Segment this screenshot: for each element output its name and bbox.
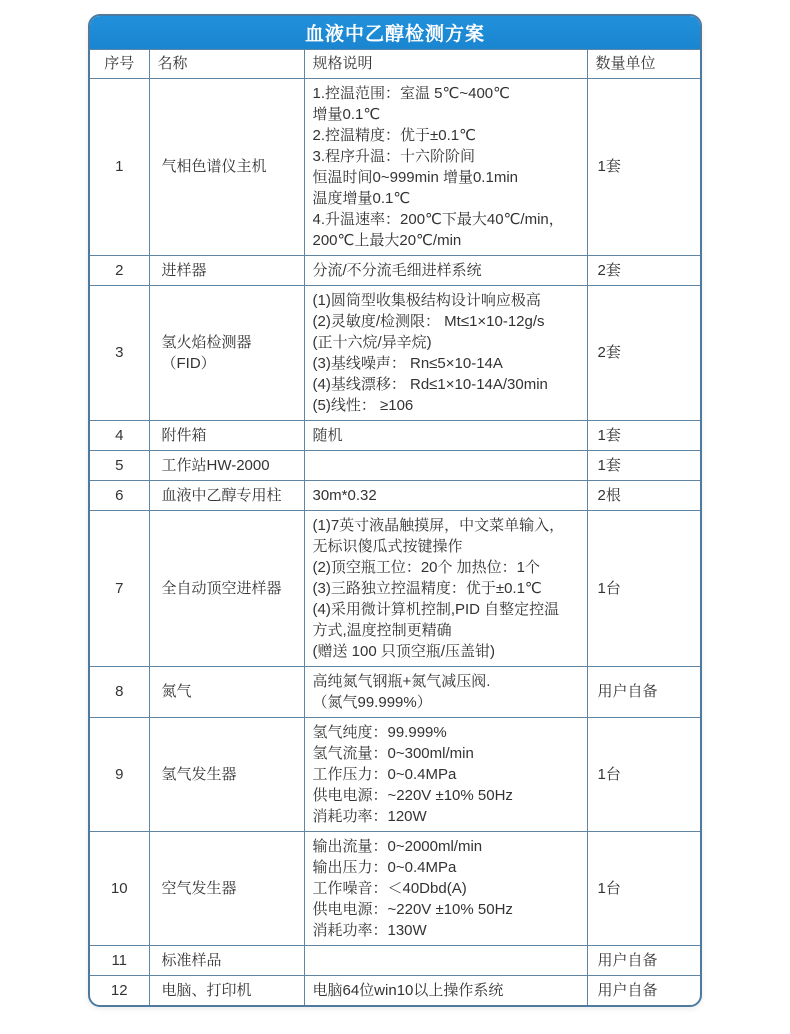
spec-line: 工作压力：0~0.4MPa: [312, 765, 457, 783]
table-row: [90, 480, 700, 510]
item-spec: [304, 420, 587, 450]
item-name: 氮气: [149, 666, 304, 717]
spec-line: 3.程序升温：十六阶阶间: [312, 147, 476, 165]
row-number: 12: [90, 975, 149, 1005]
row-number: 1: [90, 78, 149, 255]
spec-line: （氮气99.999%）: [312, 693, 432, 711]
table-row: [90, 717, 700, 831]
table-row: [90, 975, 700, 1005]
row-number: 8: [90, 666, 149, 717]
table-row: [90, 666, 700, 717]
table-row: [90, 831, 700, 945]
table-row: [90, 285, 700, 420]
item-quantity: 2根: [587, 480, 700, 510]
item-name: 工作站HW-2000: [149, 450, 304, 480]
spec-line: 消耗功率：130W: [312, 921, 427, 939]
item-quantity: 2套: [587, 285, 700, 420]
item-spec: [304, 666, 587, 717]
spec-line: 30m*0.32: [312, 486, 377, 504]
item-quantity: 1台: [587, 717, 700, 831]
spec-line: (4)采用微计算机控制,PID 自整定控温: [312, 600, 560, 618]
item-name: 氢火焰检测器（FID）: [149, 285, 304, 420]
spec-line: 工作噪音：＜40Dbd(A): [312, 879, 467, 897]
table-row: [90, 78, 700, 255]
spec-line: 分流/不分流毛细进样系统: [312, 261, 482, 279]
spec-line: 供电电源：~220V ±10% 50Hz: [312, 786, 513, 804]
item-name: 电脑、打印机: [149, 975, 304, 1005]
spec-line: (正十六烷/异辛烷): [312, 333, 432, 351]
spec-line: (3)三路独立控温精度：优于±0.1℃: [312, 579, 542, 597]
table-row: [90, 945, 700, 975]
column-header-qty: 数量单位: [587, 50, 700, 78]
spec-table-header: [90, 50, 700, 78]
item-spec: [304, 510, 587, 666]
item-quantity: 用户自备: [587, 945, 700, 975]
spec-line: (1)7英寸液晶触摸屏，中文菜单输入，: [312, 516, 565, 534]
spec-line: (赠送 100 只顶空瓶/压盖钳): [312, 642, 496, 660]
column-header-name: 名称: [149, 50, 304, 78]
header-row: [90, 50, 700, 78]
spec-line: 增量0.1℃: [312, 105, 381, 123]
item-name: 附件箱: [149, 420, 304, 450]
spec-line: 4.升温速率：200℃下最大40℃/min，: [312, 210, 564, 228]
item-name: 标准样品: [149, 945, 304, 975]
item-quantity: 用户自备: [597, 981, 658, 999]
item-name: 氢气发生器: [149, 717, 304, 831]
item-spec: [304, 255, 587, 285]
item-quantity: 1台: [587, 831, 700, 945]
item-spec: [304, 975, 587, 1005]
spec-line: (2)顶空瓶工位：20个 加热位：1个: [312, 558, 541, 576]
spec-line: (3)基线噪声： Rn≤5×10-14A: [312, 354, 503, 372]
spec-line: 随机: [312, 426, 343, 444]
item-spec: [304, 450, 587, 480]
table-row: [90, 510, 700, 666]
item-quantity: 1套: [587, 420, 700, 450]
spec-line: 恒温时间0~999min 增量0.1min: [312, 168, 518, 186]
table-row: [90, 420, 700, 450]
item-spec: [304, 717, 587, 831]
spec-line: 2.控温精度：优于±0.1℃: [312, 126, 476, 144]
spec-line: 1.控温范围：室温 5℃~400℃: [312, 84, 510, 102]
item-name: 血液中乙醇专用柱: [149, 480, 304, 510]
column-header-spec: 规格说明: [304, 50, 587, 78]
row-number: 6: [90, 480, 149, 510]
spec-line: (5)线性： ≥106: [312, 396, 414, 414]
item-quantity: 1套: [587, 450, 700, 480]
spec-table-body: [90, 78, 700, 1005]
spec-line: 无标识傻瓜式按键操作: [312, 537, 463, 555]
row-number: 3: [90, 285, 149, 420]
item-spec: [304, 285, 587, 420]
item-name: 空气发生器: [149, 831, 304, 945]
row-number: 10: [90, 831, 149, 945]
spec-line: 输出流量：0~2000ml/min: [312, 837, 483, 855]
spec-line: 方式,温度控制更精确: [312, 621, 452, 639]
item-quantity: 用户自备: [587, 666, 700, 717]
row-number: 7: [90, 510, 149, 666]
item-spec: [304, 945, 587, 975]
spec-line: (4)基线漂移： Rd≤1×10-14A/30min: [312, 375, 548, 393]
spec-line: 温度增量0.1℃: [312, 189, 411, 207]
item-quantity: 1台: [587, 510, 700, 666]
row-number: 9: [90, 717, 149, 831]
spec-line: 供电电源：~220V ±10% 50Hz: [312, 900, 513, 918]
item-name: 气相色谱仪主机: [149, 78, 304, 255]
item-name: 全自动顶空进样器: [149, 510, 304, 666]
table-row: [90, 450, 700, 480]
spec-table-card: [88, 14, 702, 1007]
spec-line: 消耗功率：120W: [312, 807, 427, 825]
item-spec: [304, 480, 587, 510]
spec-line: (2)灵敏度/检测限： Mt≤1×10-12g/s: [312, 312, 545, 330]
spec-line: 高纯氮气钢瓶+氮气减压阀.: [312, 672, 491, 690]
item-quantity: 2套: [587, 255, 700, 285]
spec-line: 氢气纯度：99.999%: [312, 723, 447, 741]
column-header-no: 序号: [90, 50, 149, 78]
row-number: 2: [90, 255, 149, 285]
item-spec: [304, 78, 587, 255]
row-number: 11: [90, 945, 149, 975]
spec-line: 氢气流量：0~300ml/min: [312, 744, 474, 762]
spec-line: 电脑64位win10以上操作系统: [312, 981, 504, 999]
spec-line: (1)圆筒型收集极结构设计响应极高: [312, 291, 541, 309]
item-quantity: 1套: [587, 78, 700, 255]
row-number: 5: [90, 450, 149, 480]
row-number: 4: [90, 420, 149, 450]
spec-line: 200℃上最大20℃/min: [312, 231, 462, 249]
table-row: [90, 255, 700, 285]
spec-table: [90, 50, 700, 1005]
spec-line: 输出压力：0~0.4MPa: [312, 858, 457, 876]
item-spec: [304, 831, 587, 945]
item-name: 进样器: [149, 255, 304, 285]
table-title: 血液中乙醇检测方案: [90, 16, 700, 50]
